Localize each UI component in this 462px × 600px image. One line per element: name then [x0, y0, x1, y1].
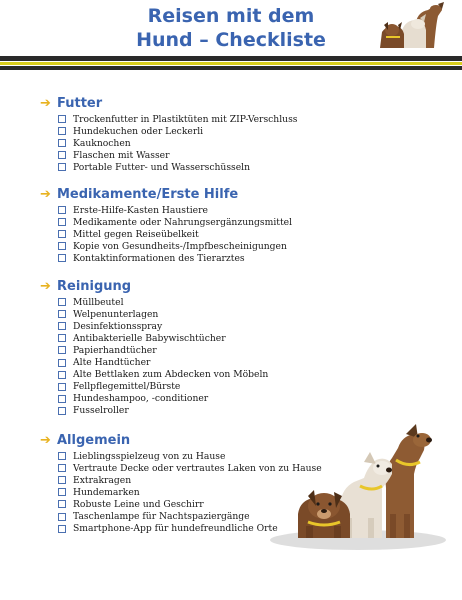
checkbox-icon[interactable] — [58, 383, 66, 391]
checkbox-icon[interactable] — [58, 500, 66, 508]
checklist-item-label: Kauknochen — [73, 137, 131, 149]
checklist-item-label: Trockenfutter in Plastiktüten mit ZIP-Verschluss — [73, 113, 298, 125]
checklist-item-label: Hundekuchen oder Leckerli — [73, 125, 204, 137]
arrow-right-icon: ➔ — [40, 432, 51, 448]
checkbox-icon[interactable] — [58, 513, 66, 521]
checklist-item[interactable] — [58, 125, 298, 137]
checklist-item[interactable] — [58, 252, 292, 264]
checklist-item[interactable] — [58, 161, 298, 173]
checklist-item-label: Kopie von Gesundheits-/Impfbescheinigungen — [73, 240, 287, 252]
checkbox-icon[interactable] — [58, 310, 66, 318]
checklist-item-label: Robuste Leine und Geschirr — [73, 498, 204, 510]
checklist-item-label: Desinfektionsspray — [73, 320, 163, 332]
checkbox-icon[interactable] — [58, 371, 66, 379]
section-title: Reinigung — [57, 278, 132, 294]
section-title: Allgemein — [57, 432, 131, 448]
checklist-item-label: Welpenunterlagen — [73, 308, 159, 320]
section-header — [40, 276, 268, 296]
checklist-item[interactable] — [58, 393, 268, 405]
page-title-line-1: Reisen mit dem — [147, 5, 315, 27]
checklist-item-label: Vertraute Decke oder vertrautes Laken von zu Hause — [73, 462, 322, 474]
checklist-item[interactable] — [58, 308, 268, 320]
checklist-item[interactable] — [58, 296, 268, 308]
page-title-line-2: Hund – Checkliste — [136, 29, 326, 51]
checklist-item-label: Lieblingsspielzeug von zu Hause — [73, 450, 226, 462]
checkbox-icon[interactable] — [58, 242, 66, 250]
checklist-item-label: Smartphone-App für hundefreundliche Orte — [73, 523, 278, 535]
checklist-item[interactable] — [58, 216, 292, 228]
checkbox-icon[interactable] — [58, 464, 66, 472]
arrow-right-icon: ➔ — [40, 186, 51, 202]
checkbox-icon[interactable] — [58, 163, 66, 171]
checklist-item-label: Hundeshampoo, -conditioner — [73, 393, 209, 405]
section-header — [40, 93, 298, 113]
checkbox-icon[interactable] — [58, 395, 66, 403]
checklist-item[interactable] — [58, 149, 298, 161]
section-title: Medikamente/Erste Hilfe — [57, 186, 239, 202]
checkbox-icon[interactable] — [58, 322, 66, 330]
header-dogs-illustration — [376, 0, 456, 50]
checkbox-icon[interactable] — [58, 254, 66, 262]
checkbox-icon[interactable] — [58, 407, 66, 415]
checklist-item[interactable] — [58, 356, 268, 368]
checklist-item-label: Erste-Hilfe-Kasten Haustiere — [73, 204, 208, 216]
checklist-item[interactable] — [58, 369, 268, 381]
section-reinigung — [40, 276, 268, 417]
checklist-item-label: Taschenlampe für Nachtspaziergänge — [73, 511, 250, 523]
header-band-dark-bottom — [0, 66, 462, 70]
section-futter — [40, 93, 298, 173]
checklist-item-label: Alte Handtücher — [73, 357, 151, 369]
section-medikamente — [40, 184, 292, 264]
checkbox-icon[interactable] — [58, 206, 66, 214]
checklist-item-label: Fellpflegemittel/Bürste — [73, 381, 181, 393]
checklist-item[interactable] — [58, 332, 268, 344]
checklist — [40, 204, 292, 264]
checkbox-icon[interactable] — [58, 476, 66, 484]
checklist-item[interactable] — [58, 204, 292, 216]
checkbox-icon[interactable] — [58, 139, 66, 147]
checklist-item-label: Hundemarken — [73, 486, 140, 498]
checkbox-icon[interactable] — [58, 218, 66, 226]
checkbox-icon[interactable] — [58, 230, 66, 238]
checklist-item-label: Mittel gegen Reiseübelkeit — [73, 228, 199, 240]
header-band-dark-top — [0, 56, 462, 61]
checkbox-icon[interactable] — [58, 488, 66, 496]
checklist-item-label: Kontaktinformationen des Tierarztes — [73, 252, 245, 264]
checkbox-icon[interactable] — [58, 127, 66, 135]
arrow-right-icon: ➔ — [40, 95, 51, 111]
checklist-item[interactable] — [58, 228, 292, 240]
checklist-item-label: Papierhandtücher — [73, 344, 157, 356]
checkbox-icon[interactable] — [58, 151, 66, 159]
checklist-item-label: Müllbeutel — [73, 296, 124, 308]
section-header — [40, 184, 292, 204]
checklist-item[interactable] — [58, 240, 292, 252]
checklist-item[interactable] — [58, 405, 268, 417]
checkbox-icon[interactable] — [58, 452, 66, 460]
checklist-item-label: Alte Bettlaken zum Abdecken von Möbeln — [73, 369, 269, 381]
checklist-item[interactable] — [58, 344, 268, 356]
checklist-item-label: Medikamente oder Nahrungsergänzungsmittel — [73, 216, 293, 228]
section-title: Futter — [57, 95, 103, 111]
checklist-item-label: Extrakragen — [73, 474, 132, 486]
checklist-item[interactable] — [58, 137, 298, 149]
checkbox-icon[interactable] — [58, 525, 66, 533]
checkbox-icon[interactable] — [58, 359, 66, 367]
checklist-item-label: Portable Futter- und Wasserschüsseln — [73, 161, 251, 173]
checkbox-icon[interactable] — [58, 298, 66, 306]
checklist-item-label: Antibakterielle Babywischtücher — [73, 332, 226, 344]
checklist-item-label: Flaschen mit Wasser — [73, 149, 170, 161]
checklist — [40, 113, 298, 173]
checklist-item[interactable] — [58, 113, 298, 125]
checkbox-icon[interactable] — [58, 115, 66, 123]
checkbox-icon[interactable] — [58, 346, 66, 354]
header-band-yellow — [0, 62, 462, 65]
arrow-right-icon: ➔ — [40, 278, 51, 294]
checklist-item[interactable] — [58, 320, 268, 332]
checkbox-icon[interactable] — [58, 334, 66, 342]
footer-dogs-illustration — [268, 418, 448, 552]
checklist — [40, 296, 268, 417]
checklist-item[interactable] — [58, 381, 268, 393]
checklist-item-label: Fusselroller — [73, 405, 129, 417]
